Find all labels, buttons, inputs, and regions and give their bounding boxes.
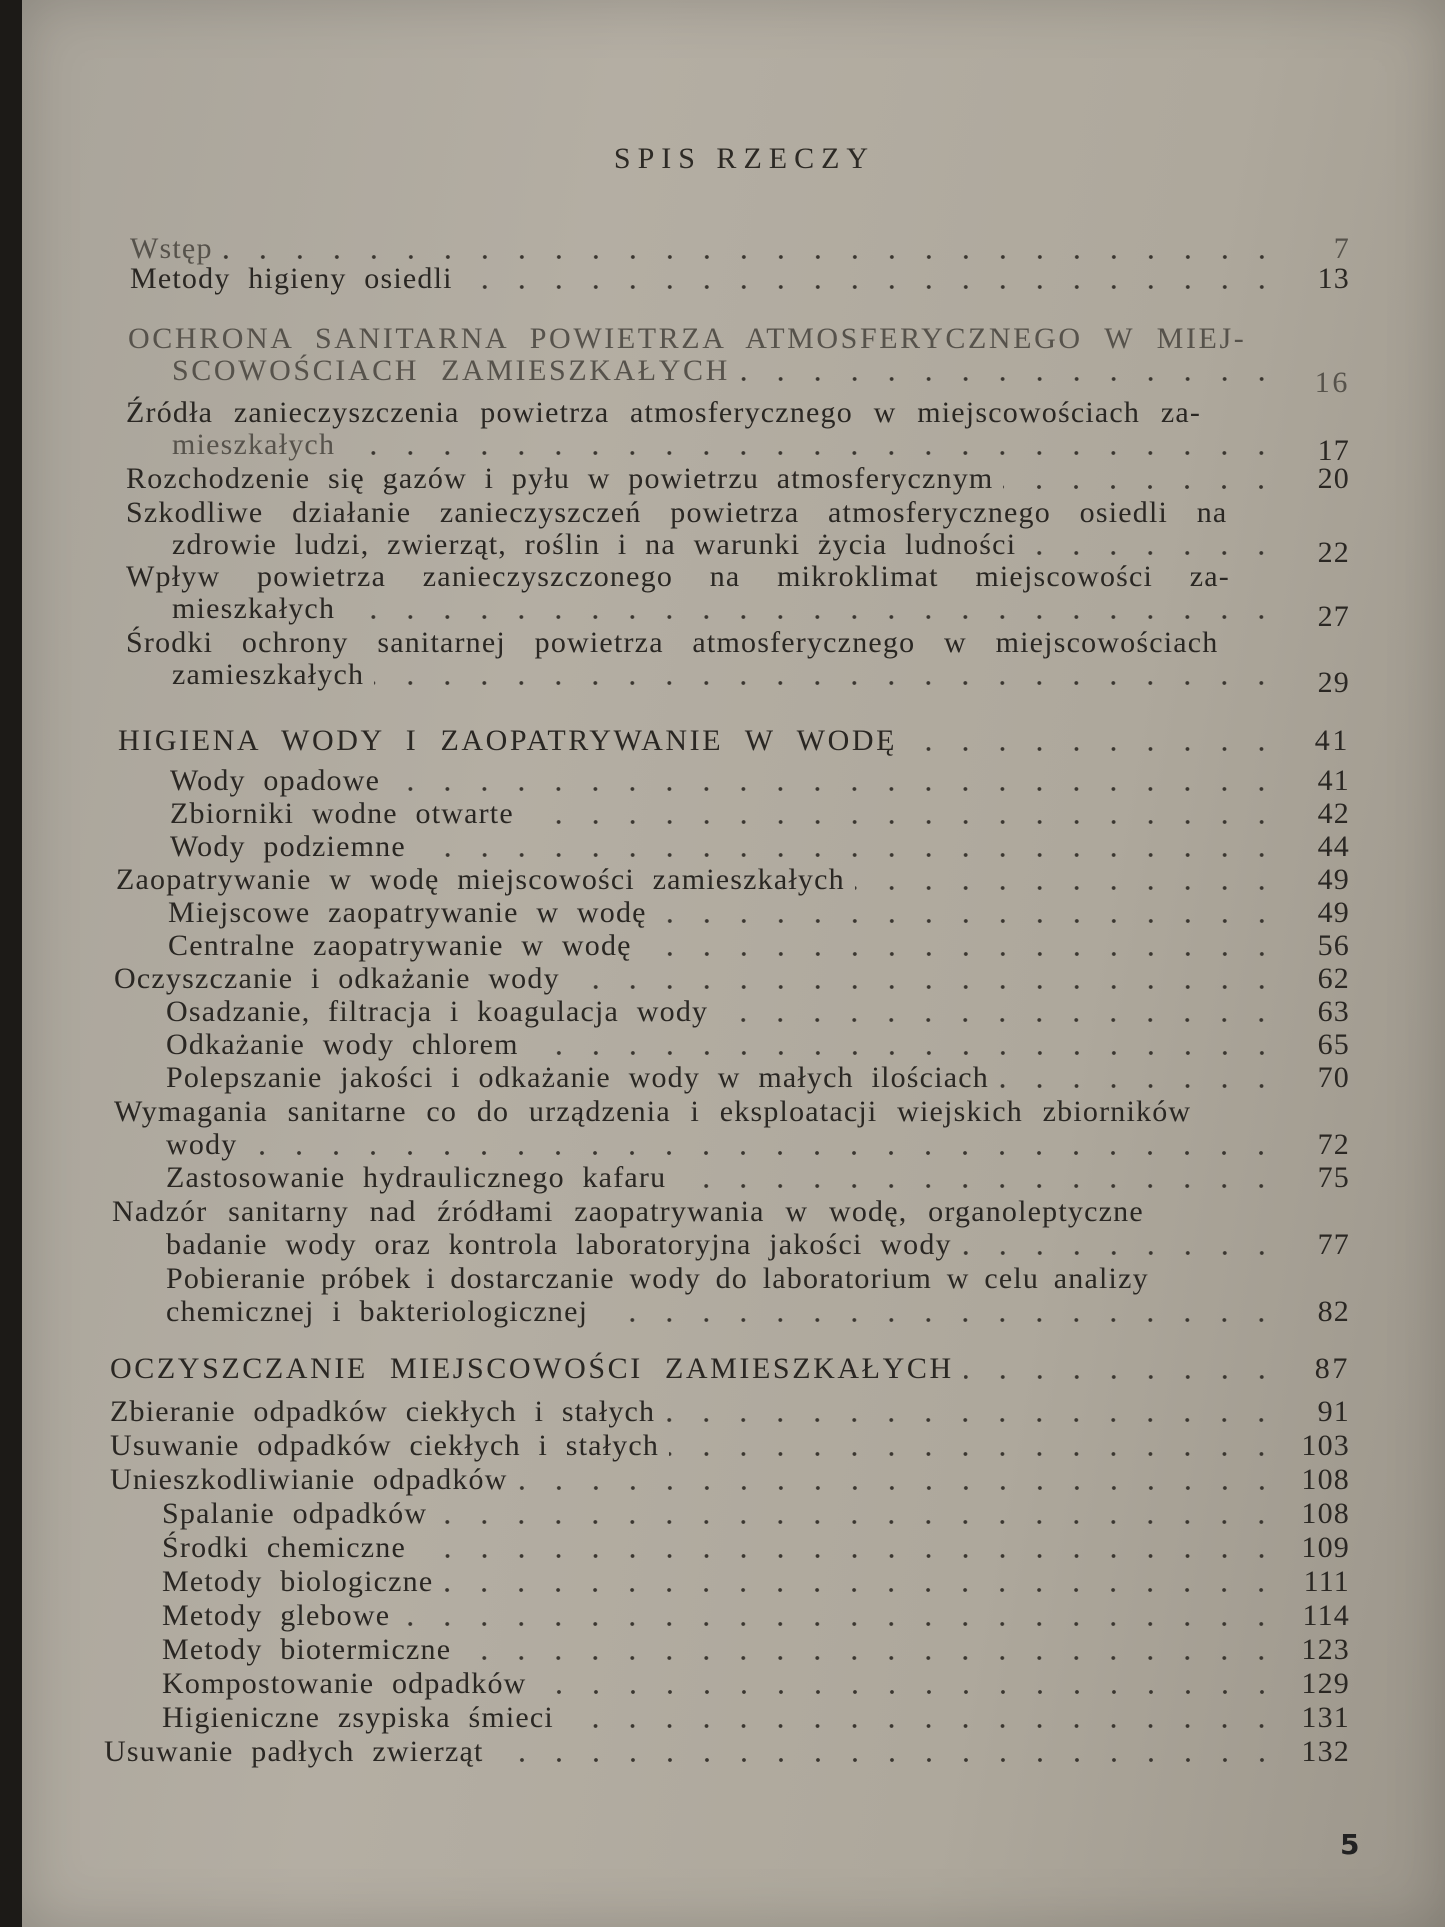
toc-entry-line: Środki ochrony sanitarnej powietrza atmosferycznego w miejscowościach [126, 626, 1219, 659]
toc-entry-title: zdrowie ludzi, zwierząt, roślin i na warunki życia ludności [172, 528, 1017, 561]
toc-entry [162, 1599, 1350, 1633]
toc-entry [172, 658, 1350, 699]
toc-entry-page: 114 [1302, 1599, 1350, 1632]
toc-entry-title: Oczyszczanie i odkażanie wody [114, 962, 560, 995]
toc-entry [166, 1228, 1350, 1262]
toc-entry [162, 1667, 1350, 1701]
toc-entry-page: 108 [1301, 1463, 1350, 1496]
toc-entry [170, 830, 1350, 864]
toc-entry-title: Polepszanie jakości i odkażanie wody w małych ilościach [166, 1061, 989, 1094]
toc-entry-page: 62 [1317, 962, 1350, 995]
dot-leader [598, 1317, 1280, 1323]
toc-entry-title: Wstęp [130, 232, 213, 265]
toc-entry [166, 1061, 1350, 1095]
dot-leader [223, 254, 1280, 260]
toc-entry-line: Szkodliwe działanie zanieczyszczeń powietrza atmosferycznego osiedli na [126, 496, 1228, 529]
dot-leader [416, 852, 1280, 858]
toc-entry [168, 896, 1350, 930]
toc-entry-title: Miejscowe zaopatrywanie w wodę [168, 896, 647, 929]
toc-entry-title: Metody higieny osiedli [130, 262, 453, 295]
toc-entry-title: Usuwanie padłych zwierząt [104, 1735, 484, 1768]
toc-entry-title: Zaopatrywanie w wodę miejscowości zamieszkałych [116, 863, 845, 896]
toc-entry-title: Higieniczne zsypiska śmieci [162, 1701, 554, 1734]
dot-leader [657, 918, 1280, 924]
toc-entry-page: 27 [1317, 600, 1350, 633]
toc-entry [172, 428, 1350, 467]
toc-entry-page: 70 [1317, 1061, 1350, 1094]
toc-entry-title: Metody glebowe [162, 1599, 391, 1632]
toc-entry [166, 1295, 1350, 1329]
toc-entry-page: 41 [1314, 724, 1350, 757]
dot-leader [524, 819, 1280, 825]
toc-entry-page: 49 [1317, 896, 1350, 929]
toc-entry [166, 1128, 1350, 1162]
toc-entry-title: Zbieranie odpadków ciekłych i stałych [110, 1395, 656, 1428]
dot-leader [390, 786, 1280, 792]
toc-entry [104, 1735, 1350, 1769]
toc-entry-title: Metody biologiczne [162, 1565, 434, 1598]
dot-leader [1026, 550, 1280, 556]
toc-entry-title: Środki chemiczne [162, 1531, 406, 1564]
toc-entry [170, 764, 1350, 798]
dot-leader [247, 1150, 1280, 1156]
toc-entry-title: mieszkałych [172, 428, 336, 461]
book-page [22, 0, 1445, 1927]
dot-leader [718, 1017, 1280, 1023]
dot-leader [564, 1723, 1280, 1729]
toc-entry-page: 132 [1301, 1735, 1350, 1768]
toc-entry [114, 962, 1350, 996]
toc-entry-title: wody [166, 1128, 238, 1161]
toc-entry-title: Osadzanie, filtracja i koagulacja wody [166, 995, 709, 1028]
dot-leader [400, 1621, 1280, 1627]
toc-entry-title: Zastosowanie hydraulicznego kafaru [166, 1161, 667, 1194]
toc-entry-page: 20 [1317, 462, 1350, 495]
toc-entry [110, 1429, 1350, 1463]
dot-leader [570, 984, 1280, 990]
toc-section-heading [172, 354, 1350, 399]
toc-entry-page: 65 [1317, 1028, 1350, 1061]
toc-entry-page: 131 [1301, 1701, 1350, 1734]
toc-entry [110, 1463, 1350, 1497]
dot-leader [345, 614, 1280, 620]
toc-entry-title: Centralne zaopatrywanie w wodę [168, 929, 632, 962]
dot-leader [416, 1553, 1280, 1559]
table-of-contents [22, 0, 1445, 1927]
dot-leader [518, 1485, 1280, 1491]
toc-entry-page: 22 [1317, 536, 1350, 569]
dot-leader [1003, 484, 1280, 490]
toc-entry-page: 103 [1301, 1429, 1350, 1462]
toc-entry [166, 995, 1350, 1029]
toc-title: SPIS RZECZY [613, 142, 876, 175]
dot-leader [494, 1757, 1280, 1763]
toc-entry-page: 129 [1301, 1667, 1350, 1700]
toc-entry-line: Źródła zanieczyszczenia powietrza atmosferycznego w miejscowościach za- [126, 396, 1202, 429]
toc-entry [116, 863, 1350, 897]
toc-entry-page: 82 [1317, 1295, 1350, 1328]
dot-leader [907, 746, 1280, 752]
toc-entry-line: Nadzór sanitarny nad źródłami zaopatrywania w wodę, organoleptyczne [112, 1195, 1144, 1228]
toc-entry-page: 13 [1317, 262, 1350, 295]
toc-entry [172, 592, 1350, 633]
toc-entry-page: 91 [1317, 1395, 1350, 1428]
toc-entry [126, 462, 1350, 496]
toc-entry-page: 56 [1317, 929, 1350, 962]
dot-leader [443, 1587, 1280, 1593]
dot-leader [962, 1250, 1280, 1256]
toc-entry-page: 42 [1317, 797, 1350, 830]
toc-entry-title: SCOWOŚCIACH ZAMIESZKAŁYCH [172, 354, 730, 387]
toc-section-heading-line: OCHRONA SANITARNA POWIETRZA ATMOSFERYCZNEGO W MIEJ- [128, 322, 1247, 355]
toc-entry-title: Spalanie odpadków [162, 1497, 428, 1530]
toc-entry-title: mieszkałych [172, 592, 336, 625]
toc-entry-title: OCZYSZCZANIE MIEJSCOWOŚCI ZAMIESZKAŁYCH [110, 1352, 954, 1385]
dot-leader [855, 885, 1280, 891]
dot-leader [642, 951, 1280, 957]
dot-leader [676, 1183, 1280, 1189]
toc-entry-title: HIGIENA WODY I ZAOPATRYWANIE W WODĘ [118, 724, 898, 757]
toc-entry-page: 17 [1317, 434, 1350, 467]
dot-leader [537, 1689, 1280, 1695]
toc-entry-title: zamieszkałych [172, 658, 365, 691]
page-number: 5 [1340, 1828, 1360, 1861]
toc-entry [162, 1531, 1350, 1565]
dot-leader [374, 680, 1280, 686]
toc-entry [168, 929, 1350, 963]
dot-leader [999, 1083, 1280, 1089]
dot-leader [964, 1374, 1280, 1380]
toc-entry-title: Zbiorniki wodne otwarte [170, 797, 514, 830]
toc-entry-page: 44 [1317, 830, 1350, 863]
toc-entry-line: Wymagania sanitarne co do urządzenia i eksploatacji wiejskich zbiorników [114, 1095, 1192, 1128]
toc-entry [130, 262, 1350, 296]
toc-entry-title: Wody podziemne [170, 830, 406, 863]
toc-entry-page: 7 [1333, 232, 1350, 265]
toc-entry-title: badanie wody oraz kontrola laboratoryjna jakości wody [166, 1228, 952, 1261]
toc-entry-page: 16 [1314, 366, 1350, 399]
toc-entry [172, 528, 1350, 569]
toc-entry-page: 77 [1317, 1228, 1350, 1261]
toc-entry-page: 111 [1303, 1565, 1350, 1598]
toc-entry-page: 109 [1301, 1531, 1350, 1564]
toc-entry [170, 797, 1350, 831]
toc-entry-title: Odkażanie wody chlorem [166, 1028, 519, 1061]
toc-entry-title: Unieszkodliwianie odpadków [110, 1463, 508, 1496]
toc-entry [162, 1701, 1350, 1735]
toc-entry-title: Usuwanie odpadków ciekłych i stałych [110, 1429, 660, 1462]
toc-entry-page: 49 [1317, 863, 1350, 896]
toc-entry-page: 72 [1317, 1128, 1350, 1161]
toc-entry-title: Rozchodzenie się gazów i pyłu w powietrzu atmosferycznym [126, 462, 994, 495]
toc-entry-page: 75 [1317, 1161, 1350, 1194]
dot-leader [461, 1655, 1280, 1661]
dot-leader [665, 1417, 1280, 1423]
dot-leader [437, 1519, 1280, 1525]
toc-entry [110, 1395, 1350, 1429]
toc-entry-page: 41 [1317, 764, 1350, 797]
toc-entry-page: 123 [1301, 1633, 1350, 1666]
toc-entry-title: Metody biotermiczne [162, 1633, 452, 1666]
toc-entry-title: chemicznej i bakteriologicznej [166, 1295, 589, 1328]
toc-section-heading [118, 724, 1350, 758]
toc-entry [162, 1633, 1350, 1667]
toc-entry-page: 108 [1301, 1497, 1350, 1530]
toc-entry [166, 1161, 1350, 1195]
dot-leader [463, 284, 1280, 290]
toc-entry [162, 1565, 1350, 1599]
toc-entry-line: Wpływ powietrza zanieczyszczonego na mikroklimat miejscowości za- [126, 560, 1230, 593]
toc-entry [130, 232, 1350, 266]
toc-entry [162, 1497, 1350, 1531]
toc-entry [166, 1028, 1350, 1062]
toc-entry-title: Kompostowanie odpadków [162, 1667, 527, 1700]
toc-entry-page: 87 [1314, 1352, 1350, 1385]
toc-section-heading [110, 1352, 1350, 1386]
dot-leader [669, 1451, 1280, 1457]
toc-entry-page: 29 [1317, 666, 1350, 699]
dot-leader [345, 450, 1280, 456]
toc-entry-title: Wody opadowe [170, 764, 381, 797]
dot-leader [529, 1050, 1280, 1056]
toc-entry-page: 63 [1317, 995, 1350, 1028]
dot-leader [740, 376, 1280, 382]
toc-entry-line: Pobieranie próbek i dostarczanie wody do laboratorium w celu analizy [166, 1262, 1149, 1295]
